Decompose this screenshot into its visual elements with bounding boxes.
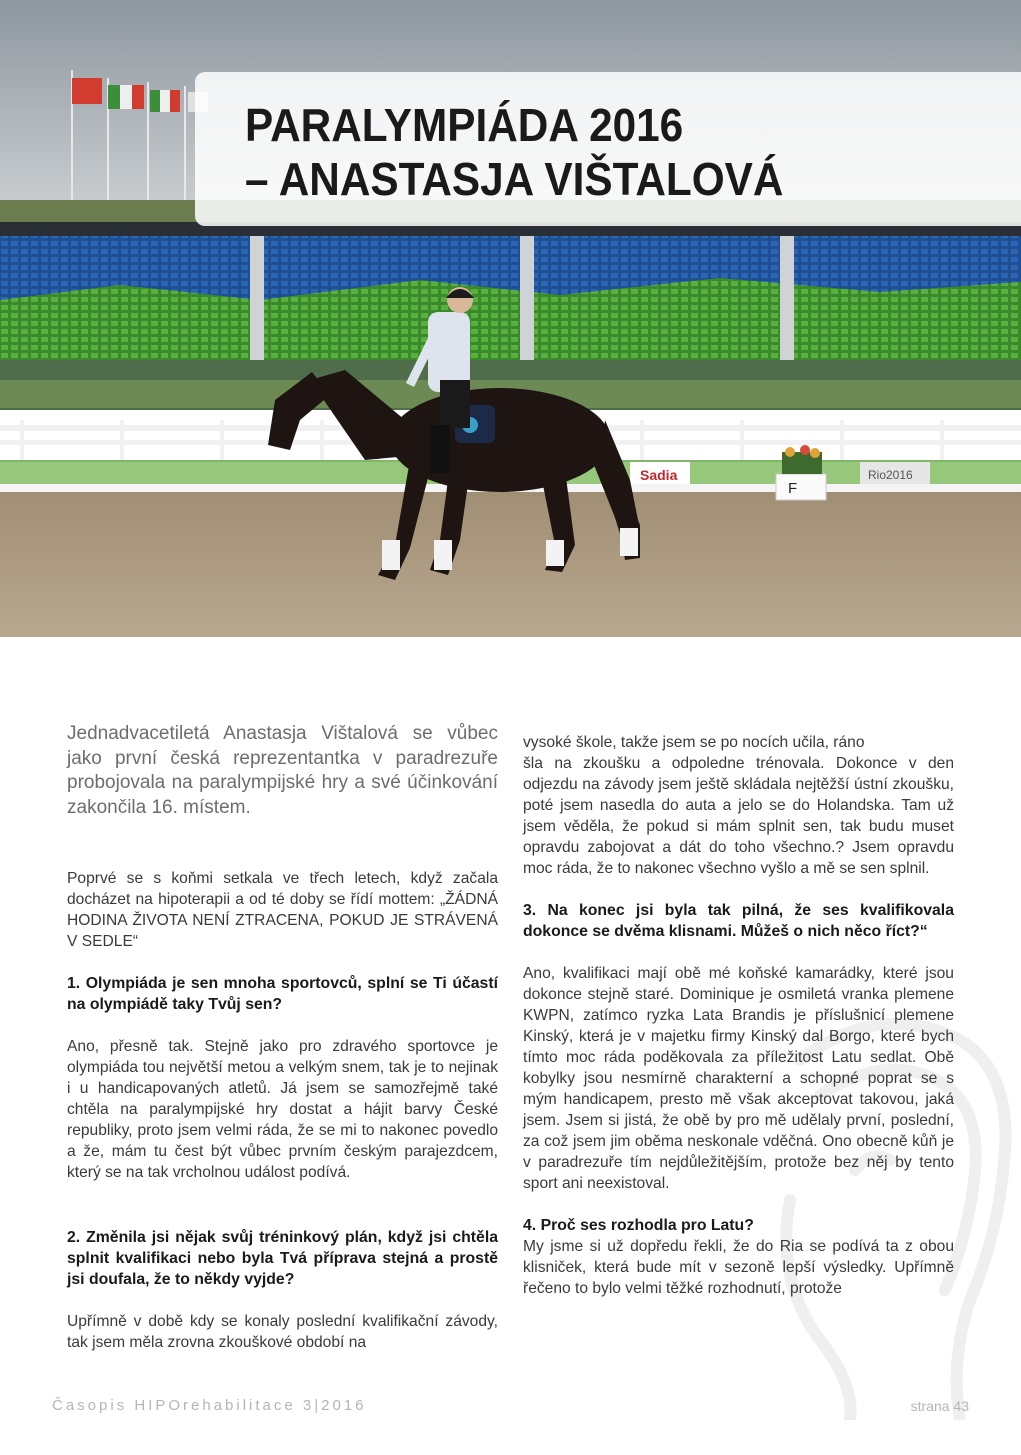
question-2: 2. Změnila jsi nějak svůj tréninkový plán, když jsi chtěla splnit kvalifikaci nebo byla Tvá příprava stejná a prostě jsi doufala, že to někdy vyjde? (67, 1229, 498, 1288)
banner-rio: Rio2016 (868, 468, 913, 482)
right-column (523, 732, 954, 1299)
question-1: 1. Olympiáda je sen mnoha sportovců, splní se Ti účastí na olympiádě taky Tvůj sen? (67, 975, 498, 1013)
question-4: 4. Proč ses rozhodla pro Latu? (523, 1217, 754, 1234)
answer-2-continued-line1: vysoké škole, takže jsem se po nocích učila, ráno (523, 734, 865, 751)
footer-magazine: Časopis HIPOrehabilitace 3|2016 (52, 1397, 367, 1414)
answer-3: Ano, kvalifikaci mají obě mé koňské kamarádky, které jsou dokonce stejně staré. Dominique je osmiletá vranka plemene KWPN, zatímco ryzka Lata Brandis je příslušnicí plemene Kinský, která je v majetku firmy Kinský dal Borgo, které bych tímto moc ráda poděkovala za příležitost Latu sedlat. Obě kobylky jsou nesmírně charakterní a schopné poprat se s mým handicapem, presto mě však akceptovat takovou, jaká jsem. Jsem si jistá, že obě by pro mě udělaly první, poslední, za což jsem jim oběma neskonale vděčná. Ono obecně kůň je v paradrezuře tím nejdůležitějším, protože bez něj by tento sport ani neexistoval. (523, 965, 954, 1192)
answer-1: Ano, přesně tak. Stejně jako pro zdravého sportovce je olympiáda tou největší metou a velkým snem, tak je to nejinak i u handicapovaných atletů. Já jsem se samozřejmě také chtěla na paralympijské hry dostat a hájit barvy České republiky, proto jsem velmi ráda, že se mi to nakonec povedlo a že, mám tu čest být vůbec prvním českým parajezdcem, který se na tak vrcholnou událost podívá. (67, 1038, 498, 1181)
left-column (67, 722, 498, 1353)
answer-4: My jsme si už dopředu řekli, že do Ria se podívá ta z obou klisniček, která bude mít v sezoně lepší výsledky. Upřímně řečeno to bylo velmi těžké rozhodnutí, protože (523, 1238, 954, 1297)
flag (72, 78, 102, 104)
title-box (195, 72, 1021, 226)
article-title-line2: – ANASTASJA VIŠTALOVÁ (245, 153, 784, 205)
question-3: 3. Na konec jsi byla tak pilná, že ses kvalifikovala dokonce se dvěma klisnami. Můžeš o nich něco říct?“ (523, 902, 954, 940)
answer-2-continued: šla na zkoušku a odpoledne trénovala. Dokonce v den odjezdu na závody jsem ještě skládala nejtěžší ústní zkoušku, poté jsem nasedla do auta a jelo se do Holandska. Tam už jsem věděla, že pokud si mám splnit sen, tak budu muset opravdu zabojovat a dát do toho všechno.? Jsem opravdu moc ráda, že to nakonec všechno vyšlo a mě se sen splnil. (523, 755, 954, 877)
hero-photo (0, 0, 1021, 637)
answer-2-part1: Upřímně v době kdy se konaly poslední kvalifikační závody, tak jsem měla zrovna zkouškové období na (67, 1313, 498, 1351)
article-lead: Jednadvacetiletá Anastasja Vištalová se vůbec jako první česká reprezentantka v paradrezuře probojovala na paralympijské hry a své účinkování zakončila 16. místem. (67, 723, 498, 818)
banner-sadia: Sadia (640, 467, 678, 483)
article-title-line1: PARALYMPIÁDA 2016 (245, 99, 684, 151)
flag (108, 85, 120, 109)
arena-letter-marker: F (788, 480, 798, 497)
flag (150, 90, 160, 112)
article-intro: Poprvé se s koňmi setkala ve třech letech, když začala docházet na hipoterapii a od té doby se řídí mottem: „ŽÁDNÁ HODINA ŽIVOTA NENÍ ZTRACENA, POKUD JE STRÁVENÁ V SEDLE“ (67, 870, 498, 950)
footer-page-number: strana 43 (910, 1398, 969, 1414)
